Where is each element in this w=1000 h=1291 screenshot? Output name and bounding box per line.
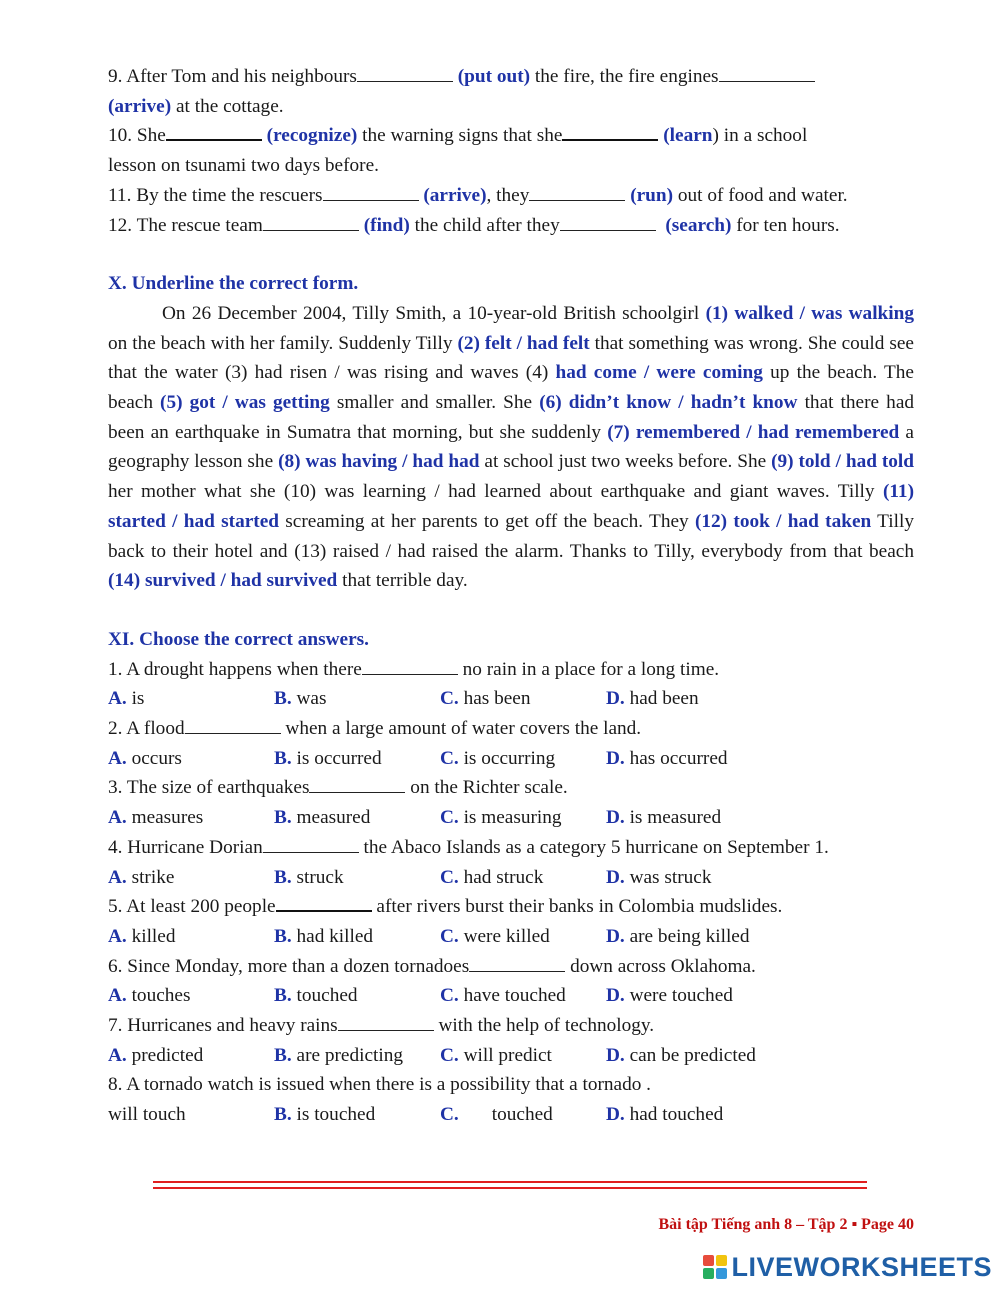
answer-blank[interactable] [469,953,565,972]
question-6-options [108,981,914,1011]
option-b[interactable]: B. touched [274,985,358,1007]
question-6: 6. Since Monday, more than a dozen tornadoes down across Oklahoma. [108,952,914,982]
answer-blank[interactable] [338,1012,434,1031]
option-a[interactable]: A. predicted [108,1044,204,1066]
passage-segment: on the beach with her family. Suddenly Tilly [108,332,458,354]
choice-pair[interactable]: (14) survived / had survived [108,570,338,592]
question-8-options [108,1100,914,1130]
choice-pair[interactable]: (9) told / had told [771,451,914,473]
option-a[interactable]: will touch [108,1104,186,1126]
option-a[interactable]: A. is [108,688,145,710]
choice-pair[interactable]: (2) felt / had felt [457,332,590,354]
passage-segment: a geography lesson she [108,421,914,473]
question-1-options [108,684,914,714]
answer-blank[interactable] [263,212,359,231]
liveworksheets-logo-icon [703,1255,727,1279]
answer-blank[interactable] [357,63,453,82]
passage-segment: On 26 December 2004, Tilly Smith, a 10-year-old British schoolgirl [162,302,706,324]
passage-segment: screaming at her parents to get off the beach. They [278,510,695,532]
question-3: 3. The size of earthquakes on the Richter scale. [108,773,914,803]
section-x-title: X. Underline the correct form. [108,273,359,295]
section-xi-title: XI. Choose the correct answers. [108,628,369,650]
option-d[interactable]: D. are being killed [606,925,750,947]
option-b[interactable]: B. was [274,688,327,710]
question-12: 12. The rescue team (find) the child after they (search) for ten hours. [108,211,914,241]
passage-text [108,299,914,596]
option-b[interactable]: B. measured [274,807,371,829]
option-d[interactable]: D. were touched [606,985,733,1007]
option-c[interactable]: C. were killed [440,925,550,947]
section-x-passage [108,299,914,596]
answer-blank[interactable] [276,892,372,912]
answer-blank[interactable] [362,656,458,675]
option-a[interactable]: A. measures [108,807,204,829]
option-d[interactable]: D. was struck [606,866,712,888]
choice-pair[interactable]: (1) walked / was walking [705,302,914,324]
choice-pair[interactable]: (8) was having / had had [278,451,480,473]
passage-segment: that there had been an earthquake in Sumatra that morning, but she suddenly [108,392,915,443]
question-2: 2. A flood when a large amount of water covers the land. [108,714,914,744]
option-b[interactable]: B. are predicting [274,1044,404,1066]
option-d[interactable]: D. had touched [606,1104,724,1126]
choice-pair[interactable]: had come / were coming [555,362,763,384]
answer-blank[interactable] [323,182,419,201]
choice-pair[interactable]: (11) started / had started [108,481,914,532]
option-d[interactable]: D. can be predicted [606,1044,756,1066]
question-5-options [108,922,914,952]
option-c[interactable]: C. will predict [440,1044,552,1066]
option-a[interactable]: A. strike [108,866,175,888]
passage-segment: Tilly back to their hotel and (13) raised / had raised the alarm. Thanks to Tilly, everybody from that beach [108,510,914,562]
option-a[interactable]: A. killed [108,925,176,947]
option-c[interactable]: C. had struck [440,866,544,888]
passage-segment: that terrible day. [337,570,468,592]
question-7: 7. Hurricanes and heavy rains with the help of technology. [108,1011,914,1041]
question-5: 5. At least 200 people after rivers burst their banks in Colombia mudslides. [108,892,914,922]
option-b[interactable]: B. had killed [274,925,374,947]
option-b[interactable]: B. is touched [274,1104,376,1126]
question-7-options [108,1041,914,1071]
passage-segment: at school just two weeks before. She [479,451,772,473]
answer-blank[interactable] [185,715,281,734]
answer-blank[interactable] [529,182,625,201]
passage-segment: her mother what she (10) was learning / had learned about earthquake and giant waves. Tilly [108,481,883,503]
answer-blank[interactable] [309,774,405,793]
option-b[interactable]: B. is occurred [274,747,382,769]
question-10-cont: lesson on tsunami two days before. [108,155,379,177]
question-9: 9. After Tom and his neighbours (put out) the fire, the fire engines [108,62,914,92]
question-3-options [108,803,914,833]
option-b[interactable]: B. struck [274,866,344,888]
option-d[interactable]: D. has occurred [606,747,728,769]
answer-blank[interactable] [719,63,815,82]
answer-blank[interactable] [166,121,262,141]
option-c[interactable]: C. is measuring [440,807,562,829]
worksheet-page [108,62,914,1130]
page-footer: Bài tập Tiếng anh 8 – Tập 2 ▪ Page 40 [658,1216,914,1233]
mcq-list [108,655,914,1100]
logo-text: LIVEWORKSHEETS [731,1251,992,1282]
option-a[interactable]: A. occurs [108,747,182,769]
question-10: 10. She (recognize) the warning signs that she (learn) in a school [108,121,914,151]
question-9-cont: (arrive) at the cottage. [108,95,284,117]
option-c[interactable]: C. touched [440,1104,553,1126]
option-c[interactable]: C. is occurring [440,747,556,769]
passage-segment: up the beach. The beach [108,362,914,414]
question-8: 8. A tornado watch is issued when there is a possibility that a tornado . [108,1074,651,1096]
option-d[interactable]: D. had been [606,688,699,710]
question-4-options [108,863,914,893]
option-d[interactable]: D. is measured [606,807,722,829]
passage-segment: smaller and smaller. She [329,392,540,414]
liveworksheets-logo[interactable] [703,1252,992,1282]
option-c[interactable]: C. have touched [440,985,566,1007]
question-2-options [108,744,914,774]
question-1: 1. A drought happens when there no rain in a place for a long time. [108,655,914,685]
answer-blank[interactable] [263,834,359,853]
choice-pair[interactable]: (5) got / was getting [160,392,330,414]
passage-segment: that something was wrong. She could see that the water (3) had risen / was rising and waves (4) [108,332,914,384]
question-11: 11. By the time the rescuers (arrive), they (run) out of food and water. [108,181,914,211]
answer-blank[interactable] [560,212,656,231]
choice-pair[interactable]: (7) remembered / had remembered [607,421,900,443]
choice-pair[interactable]: (6) didn’t know / hadn’t know [539,392,798,414]
question-4: 4. Hurricane Dorian the Abaco Islands as a category 5 hurricane on September 1. [108,833,914,863]
answer-blank[interactable] [562,121,658,141]
option-c[interactable]: C. has been [440,688,531,710]
option-a[interactable]: A. touches [108,985,191,1007]
choice-pair[interactable]: (12) took / had taken [694,510,872,532]
footer-separator [153,1181,867,1189]
